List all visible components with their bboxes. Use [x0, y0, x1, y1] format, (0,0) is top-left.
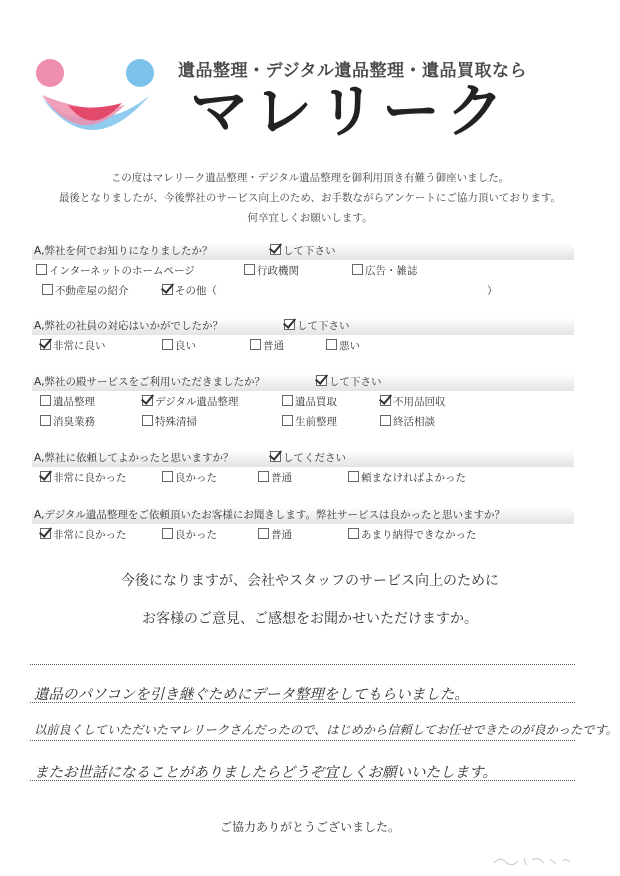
question-5-options — [32, 525, 574, 544]
checkbox-icon[interactable] — [142, 415, 153, 426]
checkbox-icon[interactable] — [258, 528, 269, 539]
question-1-heading — [32, 243, 574, 260]
check-icon — [316, 375, 327, 386]
closing-line-1: 今後になりますが、会社やスタッフのサービス向上のために — [121, 573, 499, 589]
intro-line-3: 何卒宜しくお願いします。 — [247, 212, 373, 224]
question-5-label: A,デジタル遺品整理をご依頼頂いたお客様にお聞きします。弊社サービスは良かったと思いますか？ — [34, 509, 506, 521]
question-4-label: A,弊社に依頼してよかったと思いますか？ — [34, 452, 234, 464]
checkbox-icon[interactable] — [282, 415, 293, 426]
checkbox-icon[interactable] — [326, 339, 337, 350]
option-very-good[interactable]: 非常に良い — [40, 338, 106, 353]
check-icon — [270, 451, 281, 462]
option-satisfied[interactable]: 良かった — [162, 527, 217, 542]
option-normal[interactable]: 普通 — [250, 338, 284, 353]
checkbox-icon[interactable] — [250, 339, 261, 350]
option-bad[interactable]: 悪い — [326, 338, 360, 353]
question-1-options-row-2 — [32, 281, 574, 300]
checkbox-checked-icon[interactable] — [40, 339, 51, 350]
option-very-satisfied[interactable]: 非常に良かった — [40, 470, 127, 485]
option-real-estate[interactable]: 不動産屋の紹介 — [42, 283, 129, 298]
tagline: 遺品整理・デジタル遺品整理・遺品買取なら — [178, 61, 527, 81]
question-1-hint: して下さい — [270, 243, 336, 260]
option-average[interactable]: 普通 — [258, 527, 292, 542]
option-average[interactable]: 普通 — [258, 470, 292, 485]
checkbox-icon[interactable] — [258, 471, 269, 482]
question-1 — [32, 243, 574, 300]
option-estate-purchase[interactable]: 遺品買取 — [282, 394, 337, 409]
checkbox-checked-icon[interactable] — [142, 395, 153, 406]
question-2-options — [32, 336, 574, 355]
checkbox-icon[interactable] — [348, 471, 359, 482]
checkbox-icon[interactable] — [352, 264, 363, 275]
question-2-hint: して下さい — [284, 318, 350, 335]
question-4 — [32, 450, 574, 487]
checkbox-icon[interactable] — [40, 395, 51, 406]
checkbox-icon[interactable] — [162, 339, 173, 350]
option-advertisement[interactable]: 広告・雑誌 — [352, 263, 418, 278]
option-internet[interactable]: インターネットのホームページ — [36, 263, 195, 278]
comment-line-2: 以前良くしていただいたマレリークさんだったので、はじめから信頼してお任せできたのが良かったです。 — [34, 723, 618, 737]
question-3-label: A,弊社の殿サービスをご利用いただきましたか？ — [34, 376, 266, 388]
option-government[interactable]: 行政機関 — [244, 263, 299, 278]
checkbox-checked-icon[interactable] — [380, 395, 391, 406]
question-2 — [32, 318, 574, 355]
option-other[interactable]: その他（ — [162, 283, 217, 298]
checkbox-icon[interactable] — [380, 415, 391, 426]
intro-line-1: この度はマレリーク遺品整理・デジタル遺品整理を御利用頂き有難う御座いました。 — [110, 172, 510, 184]
checkbox-icon[interactable] — [42, 284, 53, 295]
option-digital-estate[interactable]: デジタル遺品整理 — [142, 394, 238, 409]
signature-mark-icon — [492, 854, 572, 868]
question-3-options-row-1 — [32, 392, 574, 411]
intro-line-2: 最後となりましたが、今後弊社のサービス向上のため、お手数ながらアンケートにご協力頂いております。 — [58, 192, 562, 204]
question-5-heading — [32, 507, 574, 524]
option-satisfied[interactable]: 良かった — [162, 470, 217, 485]
check-icon — [284, 319, 295, 330]
option-good[interactable]: 良い — [162, 338, 196, 353]
checkbox-icon[interactable] — [36, 264, 47, 275]
option-not-convinced[interactable]: あまり納得できなかった — [348, 527, 477, 542]
question-5 — [32, 507, 574, 544]
comment-line-1: 遺品のパソコンを引き継ぐためにデータ整理をしてもらいました。 — [34, 687, 469, 703]
checkbox-icon[interactable] — [40, 415, 51, 426]
question-2-label: A,弊社の社員の対応はいかがでしたか？ — [34, 320, 224, 332]
thanks-message: ご協力ありがとうございました。 — [219, 820, 400, 834]
question-3-hint: して下さい — [316, 374, 382, 391]
checkbox-icon[interactable] — [282, 395, 293, 406]
option-deodorizing[interactable]: 消臭業務 — [40, 414, 95, 429]
comment-line-divider-1 — [30, 702, 575, 703]
intro-text — [0, 168, 620, 228]
option-junk-removal[interactable]: 不用品回収 — [380, 394, 446, 409]
option-special-cleaning[interactable]: 特殊清掃 — [142, 414, 197, 429]
option-estate-clearing[interactable]: 遺品整理 — [40, 394, 95, 409]
checkbox-icon[interactable] — [162, 471, 173, 482]
option-life-organizing[interactable]: 生前整理 — [282, 414, 337, 429]
question-4-options — [32, 468, 574, 487]
checkbox-icon[interactable] — [162, 528, 173, 539]
comment-line-divider-2 — [30, 740, 575, 741]
option-very-satisfied[interactable]: 非常に良かった — [40, 527, 127, 542]
comment-line-3: またお世話になることがありましたらどうぞ宜しくお願いいたします。 — [34, 765, 497, 781]
checkbox-icon[interactable] — [244, 264, 255, 275]
option-regret[interactable]: 頼まなければよかった — [348, 470, 466, 485]
question-1-options-row-1 — [32, 261, 574, 280]
question-3-options-row-2 — [32, 412, 574, 431]
checkbox-checked-icon[interactable] — [40, 471, 51, 482]
question-4-heading — [32, 450, 574, 467]
comment-line-blank — [30, 664, 575, 665]
brand-logo-icon — [30, 45, 160, 155]
closing-line-2: お客様のご意見、ご感想をお聞かせいただけますか。 — [142, 611, 478, 627]
comment-line-divider-3 — [30, 780, 575, 781]
checkbox-checked-icon[interactable] — [40, 528, 51, 539]
checkbox-checked-icon[interactable] — [162, 284, 173, 295]
option-other-close: ） — [487, 285, 498, 297]
question-3-heading — [32, 374, 574, 391]
option-end-of-life-consult[interactable]: 終活相談 — [380, 414, 435, 429]
check-icon — [270, 244, 281, 255]
brand-name: マレリーク — [190, 77, 511, 145]
question-3 — [32, 374, 574, 431]
question-1-label: A,弊社を何でお知りになりましたか？ — [34, 245, 213, 257]
checkbox-icon[interactable] — [348, 528, 359, 539]
question-2-heading — [32, 318, 574, 335]
question-4-hint: してください — [270, 450, 346, 467]
